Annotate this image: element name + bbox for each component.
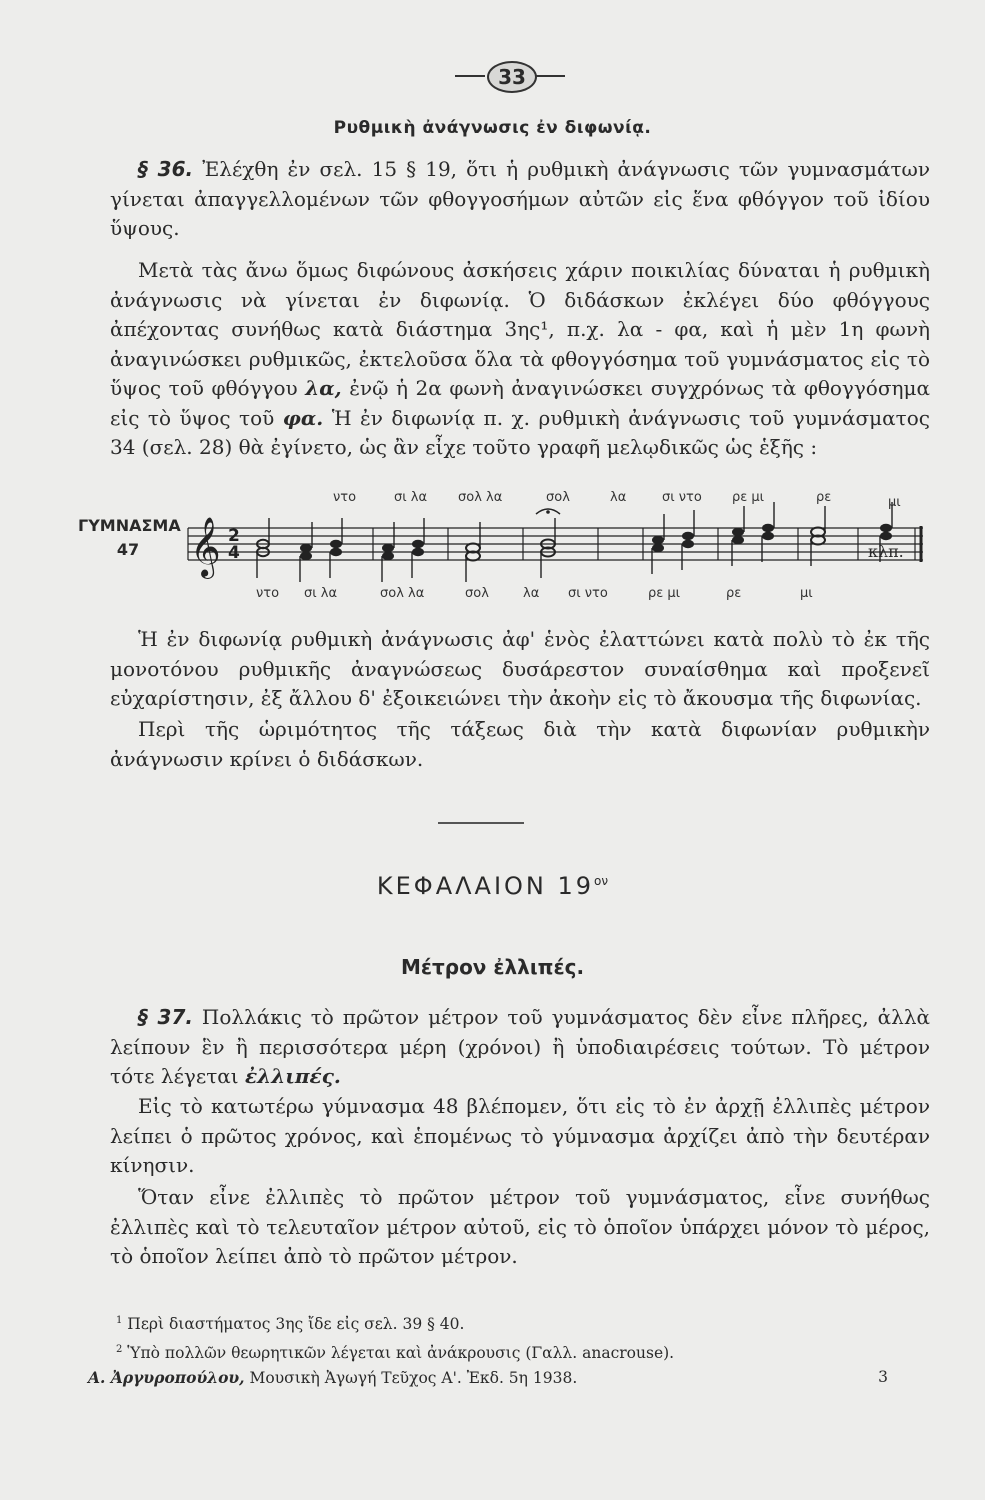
paragraph-4: Περὶ τῆς ὡριμότητος τῆς τάξεως διὰ τὴν κατὰ διφωνίαν ρυθμικὴν ἀνάγνωσιν κρίνει ὁ διδάσκων. [110, 717, 930, 771]
imprint-details: Μουσικὴ Ἀγωγή Τεῦχος Α'. Ἐκδ. 5η 1938. [244, 1369, 578, 1387]
footnote-2-text: Ὑπὸ πολλῶν θεωρητικῶν λέγεται καὶ ἀνάκρουσις (Γαλλ. anacrouse). [122, 1344, 675, 1363]
syllable-bottom: ρε μι [648, 586, 681, 601]
footnote-1 [88, 1308, 928, 1337]
syllable-top: ρε [816, 490, 832, 505]
ornament-line-right [535, 75, 565, 77]
imprint-author: Α. Ἀργυροπούλου, [88, 1368, 245, 1387]
paragraph-5: Εἰς τὸ κατωτέρω γύμνασμα 48 βλέπομεν, ὅτι εἰς τὸ ἐν ἀρχῇ ἐλλιπὲς μέτρον λείπει ὁ πρῶτος χρόνος, καὶ ἑπομένως τὸ γύμνασμα ἀρχίζει ἀπὸ τὴν δευτέραν κίνησιν. [110, 1094, 930, 1177]
chapter-title: Μέτρον ἐλλιπές. [400, 955, 585, 979]
syllable-bottom: ρε [726, 586, 742, 601]
footnote-1-text: Περὶ διαστήματος 3ης ἴδε εἰς σελ. 39 § 40. [122, 1315, 465, 1334]
syllable-bottom: μι [800, 586, 813, 601]
paragraph-2-part-b: ἐνῷ ἡ 2α φωνὴ ἀναγινώσκει συγχρόνως τὰ φθογγόσημα εἰς τὸ ὕψος τοῦ [110, 376, 930, 430]
chapter-heading [0, 872, 985, 900]
syllable-bottom: σολ λα [380, 586, 425, 601]
syllable-bottom: λα [523, 586, 540, 601]
paragraph-36-text: Ἐλέχθη ἐν σελ. 15 § 19, ὅτι ἡ ρυθμικὴ ἀνάγνωσις τῶν γυμνασμάτων γίνεται ἀπαγγελλομένων τῶν φθογγοσήμων αὐτῶν εἰς ἕνα φθόγγον τοῦ ἰδίου ὕψους. [110, 157, 930, 240]
paragraph-37-text: Πολλάκις τὸ πρῶτον μέτρον τοῦ γυμνάσματος δὲν εἶνε πλῆρες, ἀλλὰ λείπουν ἓν ἢ περισσότερα μέρη (χρόνοι) ἢ ὑποδιαιρέσεις τούτων. Τὸ μέτρον τότε λέγεται [110, 1005, 930, 1088]
page-number-ornament [455, 55, 565, 95]
paragraph-2-part-a: Μετὰ τὰς ἄνω ὅμως διφώνους ἀσκήσεις χάριν ποικιλίας δύναται ἡ ρυθμικὴ ἀνάγνωσις νὰ γίνεται ἐν διφωνίᾳ. Ὁ διδάσκων ἐκλέγει δύο φθόγγους ἀπέχοντας συνήθως κατὰ διάστημα 3ης¹, π.χ. λα - φα, καὶ ἡ μὲν 1η φωνὴ ἀναγινώσκει ρυθμικῶς, ἐκτελοῦσα ὅλα τὰ φθογγόσημα τοῦ γυμνάσματος εἰς τὸ ὕψος τοῦ φθόγγου [110, 258, 930, 400]
syllable-bottom: σι ντο [568, 586, 608, 601]
syllable-bottom: σι λα [304, 586, 338, 601]
time-signature-top: 2 [228, 526, 240, 546]
treble-clef-icon: 𝄞 [190, 517, 221, 577]
paragraph-37 [110, 1003, 930, 1092]
ornament-line-left [455, 75, 485, 77]
time-signature-bottom: 4 [228, 543, 240, 563]
syllable-top: ρε μι [732, 490, 765, 505]
footnote-2 [88, 1337, 928, 1366]
syllable-bottom: ντο [256, 586, 280, 601]
music-etc: κλπ. [868, 542, 904, 561]
syllable-top: ντο [333, 490, 357, 505]
footnote-1-mark: 1 [116, 1315, 123, 1326]
chapter-ordinal: ον [594, 874, 609, 888]
exercise-label [78, 514, 181, 562]
footnotes [88, 1308, 928, 1366]
section-mark-36: § 36. [138, 157, 194, 181]
term-ellipes: ἐλλιπές. [245, 1064, 341, 1088]
paragraph-2 [110, 256, 930, 463]
paragraph-36 [110, 155, 930, 244]
footnote-2-mark: 2 [116, 1344, 123, 1356]
page-number: 33 [487, 61, 537, 93]
section-divider [438, 822, 524, 824]
syllable-top: σολ [546, 490, 570, 505]
note-heads [257, 524, 892, 561]
section-heading: Ρυθμικὴ ἀνάγνωσις ἐν διφωνίᾳ. [333, 118, 652, 138]
exercise-label-word: ΓΥΜΝΑΣΜΑ [78, 516, 181, 535]
note-fa: φα. [282, 405, 324, 430]
paragraph-2-part-c: Ἡ ἐν διφωνίᾳ π. χ. ρυθμικὴ ἀνάγνωσις τοῦ γυμνάσματος 34 (σελ. 28) θὰ ἐγίνετο, ὡς ἂν εἶχε τοῦτο γραφῆ μελῳδικῶς ὡς ἑξῆς : [110, 405, 930, 459]
syllable-top: σολ λα [458, 490, 503, 505]
paragraph-3: Ἡ ἐν διφωνίᾳ ρυθμικὴ ἀνάγνωσις ἀφ' ἑνὸς ἐλαττώνει κατὰ πολὺ τὸ ἐκ τῆς μονοτόνου ρυθμικῆς ἀναγνώσεως δυσάρεστον συναίσθημα καὶ προξενεῖ εὐχαρίστησιν, ἐξ ἄλλου δ' ἐξοικειώνει τὴν ἀκοὴν εἰς τὸ ἄκουσμα τῆς διφωνίας. [110, 627, 930, 710]
paragraph-6: Ὅταν εἶνε ἐλλιπὲς τὸ πρῶτον μέτρον τοῦ γυμνάσματος, εἶνε συνήθως ἐλλιπὲς καὶ τὸ τελευταῖον μέτρον αὐτοῦ, εἰς τὸ ὁποῖον ὑπάρχει μόνον τὸ μέρος, τὸ ὁποῖον λείπει ἀπὸ τὸ πρῶτον μέτρον. [110, 1185, 930, 1268]
section-mark-37: § 37. [138, 1005, 193, 1029]
chapter-word: ΚΕΦΑΛΑΙΟΝ 19 [376, 872, 595, 900]
syllable-top: μι [888, 495, 901, 510]
exercise-label-number: 47 [116, 540, 140, 559]
imprint-line [88, 1368, 928, 1387]
syllable-top: λα [610, 490, 627, 505]
music-example [78, 490, 928, 610]
syllable-top: σι ντο [662, 490, 702, 505]
note-la: λα, [305, 376, 342, 400]
syllable-top: σι λα [394, 490, 428, 505]
signature-number: 3 [878, 1368, 888, 1386]
syllable-bottom: σολ [465, 586, 489, 601]
